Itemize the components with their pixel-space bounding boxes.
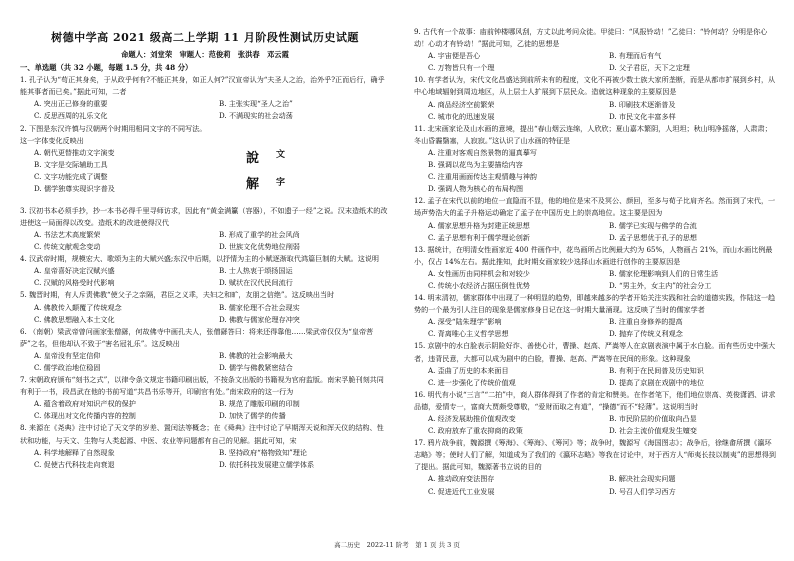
options-row [414,62,776,74]
option: B. 有利于在民间普及历史知识 [609,365,704,375]
option: C. 传统小农经济占据压倒性优势 [428,280,530,290]
option: B. 坚持政府“格物致知”理论 [219,447,307,457]
question-block [414,244,776,292]
question-block [20,253,390,289]
question-block [20,289,390,325]
option: C. 孟子思想有利于儒学理论创新 [428,232,530,242]
question-stem: 13. 据统计，在明清女性画家近 400 件画作中，花鸟画所占比例最大约为 65%，人物画占 21%，而山水画比例最小，仅占 14%左右。据此推知，此时期女画家较少选择山水画进行创作的主要原因是 [414,244,773,266]
options-row [20,350,390,362]
option: A. 皇帝喜好决定汉赋兴盛 [34,266,115,276]
option: D. “男主外，女主内”的社会分工 [609,280,712,290]
option: B. 士人热衷于颂扬国运 [219,266,293,276]
option: B. 形成了重学的社会风尚 [219,229,300,239]
option: B. 注重自身修养的提高 [609,317,683,327]
option: D. 强调人物为核心的布局构图 [428,184,524,194]
option: A. 书法艺术高度繁荣 [34,229,101,239]
option: C. 注重用画面传达主观情趣与神韵 [428,172,537,182]
page-footer: 高二历史 2022-11 阶考 第 1 页 共 3 页 [334,541,460,549]
option: A. 深受“陆朱理学”影响 [428,317,502,327]
exam-title: 树德中学高 2021 级高二上学期 11 月阶段性测试历史试题 [51,31,359,44]
option: D. 佛教与儒家伦理存冲突 [219,314,300,324]
options-row [414,99,776,111]
option: B. 主张实现“圣人之治” [219,99,293,109]
question-block [20,374,390,422]
options-row [414,473,776,485]
options-row [414,268,776,280]
question-block [414,26,776,74]
option: C. 背离唯心主义哲学思想 [428,329,509,339]
question-stem: 3. 汉初书本必须手抄，抄一本书必得千里寻师访求，因此有“黄金满籯（容器），不如遗子一经”之说。汉末造纸术的改进使这一局面得以改变。造纸术的改进使得汉代 [20,205,388,227]
option: B. 儒学已实现与佛学的合流 [609,220,697,230]
option: C. 促使古代科技走向衰退 [34,459,115,469]
question-stem: 12. 孟子在宋代以前的地位一直隐而不显，他的地位是宋不及冥公、颜回，至多与荀子比肩齐名。然而到了宋代，一场声势浩大的孟子升格运动确定了孟子在中国历史上的崇高地位。这主要是因为 [414,196,776,218]
option: D. 儒学与佛教紧密结合 [219,362,293,372]
option: C. 汉赋的风格受时代影响 [34,278,115,288]
options-row [414,328,776,340]
option: A. 朝代更替推动文字演变 [34,147,115,157]
option: A. 推动政府变法图存 [428,474,495,484]
left-column [20,26,390,471]
option: A. 经济发展助推价值观改变 [428,414,516,423]
options-row [20,314,390,326]
question-stem: 6. （南朝）梁武帝曾问画家张僧繇，何故佛寺中画孔夫人，张僧繇答曰：将来还得靠他……梁武帝仅仅为“皇帝菩萨”之名，但他却认不致于“害名冠礼乐”。这反映出 [20,326,374,348]
option: B. 解决社会现实问题 [609,474,676,484]
option: C. 促进近代工业发展 [428,486,495,496]
option: C. 反思西周的礼乐文化 [34,111,108,121]
question-block [20,326,390,374]
options-row [20,398,390,410]
option: D. 赋状在汉代民间流行 [219,278,293,288]
options-row [414,425,776,437]
question-stem: 16. 明代有小说“三言”“二拍”中，商人群体得到了作者的肯定和赞美。在作者笔下，他们地位崇高、英俊潇洒、讲求品德，爱情专一，富商大贾颇受尊敬，“爱财而取之有道”，“操德“而不“轻薄”。这说明当时 [414,389,776,411]
options-row [20,459,390,471]
options-list [414,147,776,195]
option: B. 儒家伦理不合社会现实 [219,302,300,312]
options-row [20,241,390,253]
question-block [20,123,390,205]
option: D. 世族文化优势地位削弱 [219,242,300,252]
question-block [414,389,776,437]
seal-script-image [230,147,330,205]
option: D. 加快了儒学的传播 [219,411,286,421]
question-stem: 15. 京剧中的水白脸表示阴险好诈、善使心计，曹操、赵高、严嵩等人在京剧表演中属于水白脸。而有些历史中强大者，违背民意，大都可以成为剧中的白脸，曹操、赵高、严嵩等在民间的形象。这种现象 [414,341,776,363]
option: D. 不满现实的社会动荡 [219,111,293,121]
option: C. 城市化的迅速发展 [428,111,495,121]
option: C. 儒学政治地位稳固 [34,362,101,372]
option: A. 突出正己修身的重要 [34,99,108,109]
authors-line: 命题人：刘堂荣 审题人：范俊莉 张洪春 邓云霞 [121,50,289,59]
question-extra: 这一字体变化反映出 [20,135,84,145]
option: D. 父子君臣，天下之定理 [609,63,690,73]
options-row [414,365,776,377]
question-block [414,74,776,122]
option: B. 有理而后有气 [609,51,662,61]
option: B. 市民阶层的价值取向凸显 [609,414,697,423]
seal-glyph: 字 [276,177,286,188]
option: A. 商品经济空前繁荣 [428,99,495,109]
question-stem: 14. 明末清初，儒家群体中出现了一种明显的趋势，即越来越多的学者开始关注实践和社会的道德实践，作陆这一趋势的一个最为引人注目的现象是儒家修身日记在这一时期大量涌现。这反映了当时的儒家学者 [414,293,776,315]
options-row [414,486,776,498]
question-block [414,123,776,196]
option: D. 提高了京剧在戏剧中的地位 [609,377,705,387]
option: A. 宇宙便是吾心 [428,51,481,61]
options-row [20,265,390,277]
option: B. 儒家伦理影响到人们的日常生活 [609,268,719,278]
option: B. 强调以花鸟为主要描绘内容 [428,160,523,170]
question-stem: 2. 下图是东汉许慎与汉朝两个时期用相同文字的不同写法。 [20,123,207,133]
option: A. 蕴含着政府对知识产权的保护 [34,399,136,409]
options-row [20,229,390,241]
options-row [414,232,776,244]
question-stem: 10. 有学者认为，宋代文化昌盛达到前所未有的程度，文化不再被少数士族大家所垄断，而是从都市扩展到乡村，从中心地域辐射到周边地区，从上层士人扩展到下层民众。造就这种现象的主要原因是 [414,75,776,97]
question-stem: 1. 孔子认为“苟正其身矣，于从政乎何有?不能正其身，如正人何?”汉宣帝认为“夫圣人之治，治外乎?正而后行，确乎能其事者而已矣。”据此可知，二者 [20,75,385,97]
option: D. 孟子思想优于孔子的思想 [609,232,697,242]
seal-glyph: 解 [246,176,260,192]
option: D. 市民文化丰富多样 [609,111,676,121]
question-block [20,205,390,253]
option: C. 传统文献观念变动 [34,242,101,252]
option: B. 规范了雕版印刷的印制 [219,399,300,409]
question-stem: 11. 北宋画家论及山水画的意境，提出“春山烟云连绵，人欣欣；夏山嘉木繁阴，人坦坦；秋山明净摇落，人肃肃；冬山昏霾翳塞，人寂寂。”这认识了山水画的特征是 [414,123,772,145]
option: C. 进一步强化了传统价值观 [428,377,516,387]
options-row [20,410,390,422]
options-list [20,147,390,195]
right-column [414,26,776,498]
seal-figure [20,147,390,205]
option: B. 佛教的社会影响最大 [219,350,293,360]
option: C. 政府放弃了重农抑商的政策 [428,426,523,436]
options-row [20,98,390,110]
question-block [414,340,776,388]
option: A. 佛教传入颠覆了传统观念 [34,302,122,312]
option: C. 佛教思想融入本土文化 [34,314,115,324]
section-heading: 一、单选题（共 32 小题，每题 1.5 分，共 48 分） [20,63,193,73]
options-row [414,413,776,425]
question-stem: 17. 鸦片战争前，魏源撰《筹海》、《筹海》、《筹河》等；战争时，魏源写《海国图志》；战争后，徐继畬所撰《瀛环志略》等；使时人们了解，知道成为了我们的《瀛环志略》等我在讨论中，对于西方人“师夷长技以制夷”的思想得到了提出。据此可知，魏源著书立说的目的 [414,438,776,472]
options-row [414,220,776,232]
option: A. 女性画历由同样机会和对较少 [428,268,530,278]
option: C. 体现出对文化传播内容的控制 [34,411,136,421]
options-row [20,110,390,122]
option: B. 印刷技术逐渐普及 [609,99,676,109]
option: B. 文字是交际辅助工具 [34,159,108,169]
option: A. 儒家思想升格为封建正统思想 [428,220,530,230]
options-row [414,50,776,62]
question-stem: 5. 魏晋时期，有人斥责佛教“使父子之亲隔，君臣之义乖，夫妇之和旷，友朋之信绝”。这反映出当时 [20,290,335,300]
question-stem: 7. 宋朝政府颁布“刻书之式”，以律令条文规定书籍印刷出版，不按条文出版的书籍视为官府监版。南宋孚脆刊刻共同有利于一书，段昌武在他的书前写道“共昌书乐等开，印刷官有处。”南宋政府的这一行为 [20,375,384,397]
option: D. 社会主流价值观发生嬗变 [609,426,697,436]
option: A. 注重对客观自然景物的逼真摹写 [428,147,537,157]
question-block [20,74,390,122]
options-row [414,377,776,389]
options-row [20,302,390,314]
option: A. 科学地解释了自然现象 [34,447,115,457]
options-row [414,316,776,328]
question-block [20,422,390,470]
option: D. 依托科技发展建立儒学体系 [219,459,315,469]
options-row [414,111,776,123]
option: D. 号召人们学习西方 [609,486,676,496]
options-row [20,277,390,289]
question-block [414,437,776,497]
option: D. 儒学独尊实现识字普及 [34,184,115,194]
option: D. 抛弃了传统义利观念 [609,329,683,339]
question-stem: 8. 来源在《尧典》注中讨论了天文学的岁差、置闰法等概念；在《舜典》注中讨论了早期浑天说和浑天仪的结构、性状和功能，与天文、生物与人类起源、中医、农业等问题都有自己的见解。据此可知，宋 [20,423,384,445]
question-block [414,195,776,243]
question-stem: 4. 汉武帝时期，规模宏大、歌颂为主的大赋兴盛;东汉中后期，以抒情为主的小赋逐渐取代鸿篇巨制的大赋。这说明 [20,254,380,264]
options-row [414,280,776,292]
question-block [414,292,776,340]
option: C. 文字功能完成了调整 [34,171,108,181]
seal-glyph: 說 [246,150,260,166]
seal-glyph: 文 [276,149,286,160]
options-row [20,447,390,459]
options-row [20,362,390,374]
question-stem: 9. 古代有一个故事：庙前钟楼哪风刮，方丈以此考问众徒。甲徒曰：“风报铃动！”乙徒曰：“铃何动？分明是你心动！心动才有铃动！”据此可知，乙徒的思想是 [414,27,768,49]
option: C. 万物皆只有一个理 [428,63,495,73]
option: A. 歪曲了历史的本来面目 [428,365,509,375]
option: A. 皇帝没有坚定信仰 [34,350,101,360]
